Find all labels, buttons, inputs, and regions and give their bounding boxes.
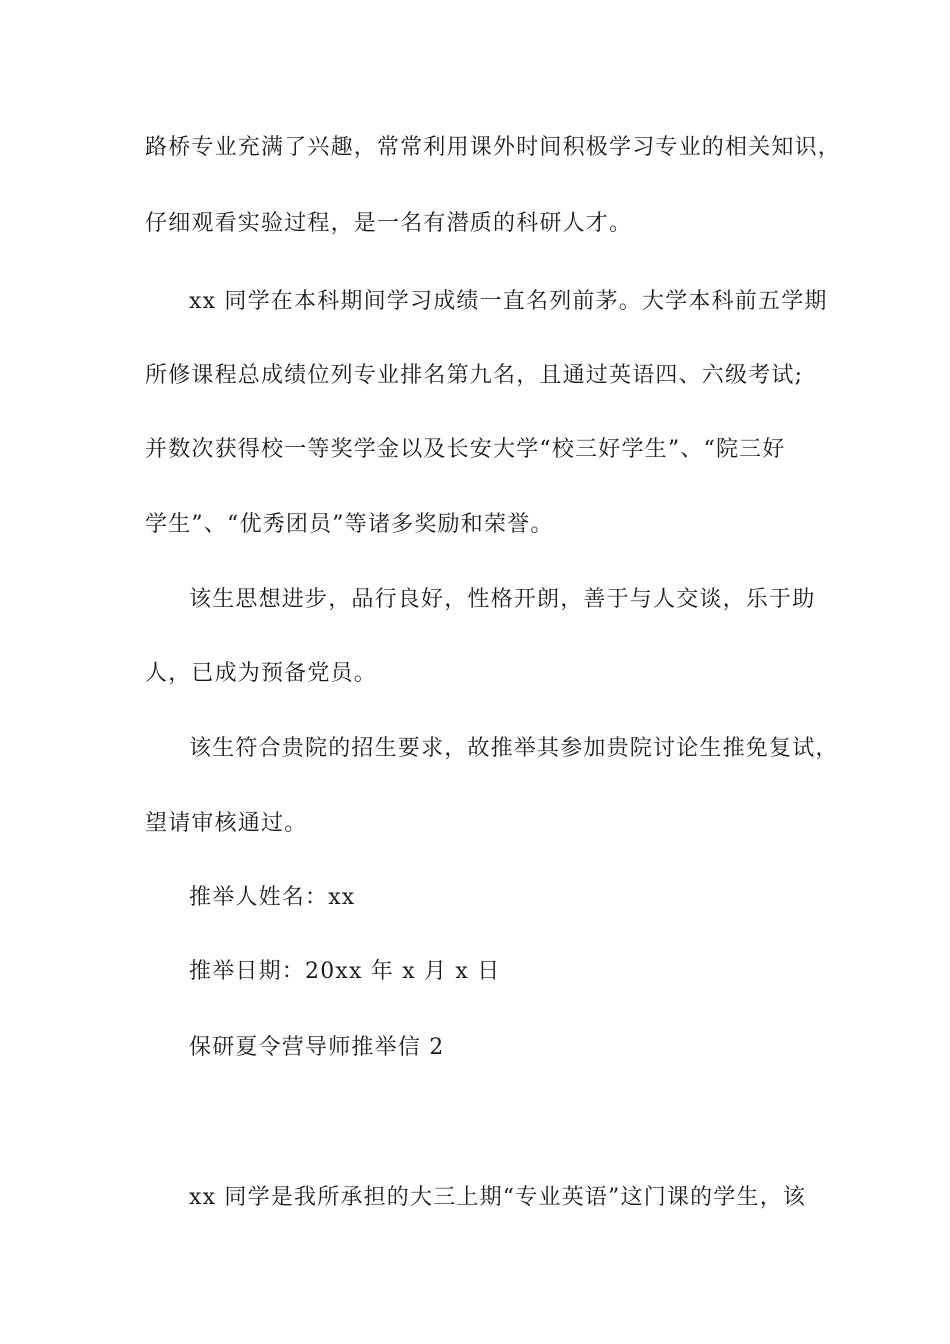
signing-date: 推举日期：20xx 年 x 月 x 日 <box>189 959 501 984</box>
paragraph-line: 该生思想进步，品行良好，性格开朗，善于与人交谈，乐于助 <box>189 587 816 612</box>
paragraph-line: 学生”、“优秀团员”等诸多奖励和荣誉。 <box>145 512 554 537</box>
paragraph-line: 人，已成为预备党员。 <box>145 661 378 686</box>
paragraph-line: xx 同学在本科期间学习成绩一直名列前茅。大学本科前五学期 <box>189 289 828 314</box>
section-title: 保研夏令营导师推举信 2 <box>189 1035 445 1060</box>
paragraph-line: 望请审核通过。 <box>145 811 308 836</box>
paragraph-line: 并数次获得校一等奖学金以及长安大学“校三好学生”、“院三好 <box>145 437 786 462</box>
signer-name: 推举人姓名：xx <box>189 885 356 910</box>
paragraph-line: 仔细观看实验过程，是一名有潜质的科研人才。 <box>145 211 633 236</box>
paragraph-line: 所修课程总成绩位列专业排名第九名，且通过英语四、六级考试; <box>145 363 804 388</box>
paragraph-line: 路桥专业充满了兴趣，常常利用课外时间积极学习专业的相关知识， <box>145 135 842 160</box>
paragraph-line: xx 同学是我所承担的大三上期“专业英语”这门课的学生，该 <box>189 1185 807 1210</box>
paragraph-line: 该生符合贵院的招生要求，故推举其参加贵院讨论生推免复试， <box>189 736 839 761</box>
